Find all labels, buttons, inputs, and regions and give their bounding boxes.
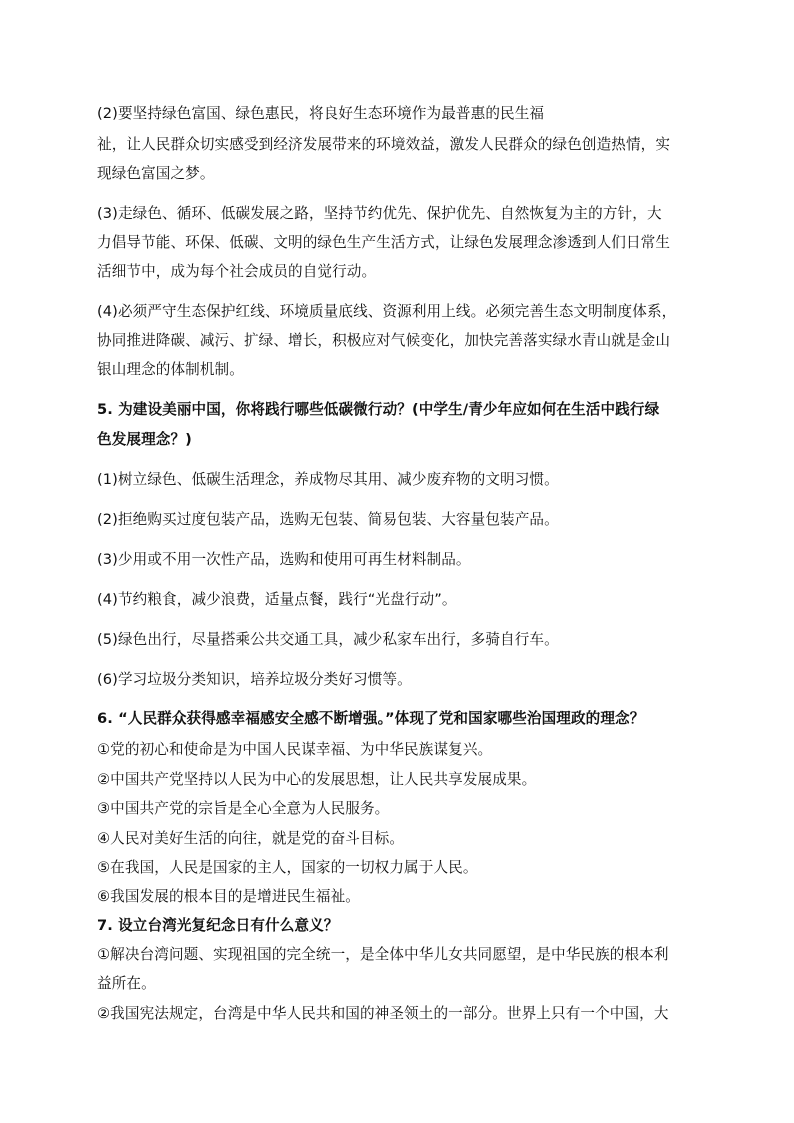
question-heading: 6. “人民群众获得感幸福感安全感不断增强。”体现了党和国家哪些治国理政的理念？ <box>97 710 645 727</box>
list-item: (6)学习垃圾分类知识，培养垃圾分类好习惯等。 <box>97 671 412 688</box>
question-heading: 7. 设立台湾光复纪念日有什么意义？ <box>97 917 339 934</box>
paragraph-line: 活细节中，成为每个社会成员的自觉行动。 <box>97 263 377 280</box>
paragraph-line: ②我国宪法规定，台湾是中华人民共和国的神圣领土的一部分。世界上只有一个中国，大 <box>97 1005 669 1022</box>
list-item: ①党的初心和使命是为中国人民谋幸福、为中华民族谋复兴。 <box>97 741 493 758</box>
paragraph-line: 力倡导节能、环保、低碳、文明的绿色生产生活方式，让绿色发展理念渗透到人们日常生 <box>97 234 671 251</box>
list-item: ②中国共产党坚持以人民为中心的发展思想，让人民共享发展成果。 <box>97 771 537 788</box>
list-item: (4)节约粮食，减少浪费，适量点餐，践行“光盘行动”。 <box>97 591 457 608</box>
list-item: (3)少用或不用一次性产品，选购和使用可再生材料制品。 <box>97 551 471 568</box>
paragraph-line: 协同推进降碳、减污、扩绿、增长，积极应对气候变化，加快完善落实绿水青山就是金山 <box>97 332 671 349</box>
list-item: ⑥我国发展的根本目的是增进民生福祉。 <box>97 888 360 905</box>
paragraph-line: (2)要坚持绿色富国、绿色惠民，将良好生态环境作为最普惠的民生福 <box>97 105 545 122</box>
paragraph-line: 祉，让人民群众切实感受到经济发展带来的环境效益，激发人民群众的绿色创造热情，实 <box>97 136 671 153</box>
list-item: ④人民对美好生活的向往，就是党的奋斗目标。 <box>97 830 405 847</box>
paragraph-line: (3)走绿色、循环、低碳发展之路，坚持节约优先、保护优先、自然恢复为主的方针，大 <box>97 205 662 222</box>
question-heading: 色发展理念？) <box>97 431 192 448</box>
list-item: ③中国共产党的宗旨是全心全意为人民服务。 <box>97 800 390 817</box>
paragraph-line: 现绿色富国之梦。 <box>97 165 215 182</box>
paragraph-line: 益所在。 <box>97 975 156 992</box>
list-item: ⑤在我国，人民是国家的主人，国家的一切权力属于人民。 <box>97 859 478 876</box>
list-item: (1)树立绿色、低碳生活理念，养成物尽其用、减少废弃物的文明习惯。 <box>97 471 559 488</box>
list-item: (2)拒绝购买过度包装产品，选购无包装、简易包装、大容量包装产品。 <box>97 511 559 528</box>
paragraph-line: ①解决台湾问题、实现祖国的完全统一，是全体中华儿女共同愿望，是中华民族的根本利 <box>97 946 669 963</box>
paragraph-line: (4)必须严守生态保护红线、环境质量底线、资源利用上线。必须完善生态文明制度体系， <box>97 303 677 320</box>
question-heading: 5. 为建设美丽中国，你将践行哪些低碳微行动？(中学生/青少年应如何在生活中践行绿 <box>97 401 660 418</box>
list-item: (5)绿色出行，尽量搭乘公共交通工具，减少私家车出行，多骑自行车。 <box>97 631 559 648</box>
paragraph-line: 银山理念的体制机制。 <box>97 361 244 378</box>
